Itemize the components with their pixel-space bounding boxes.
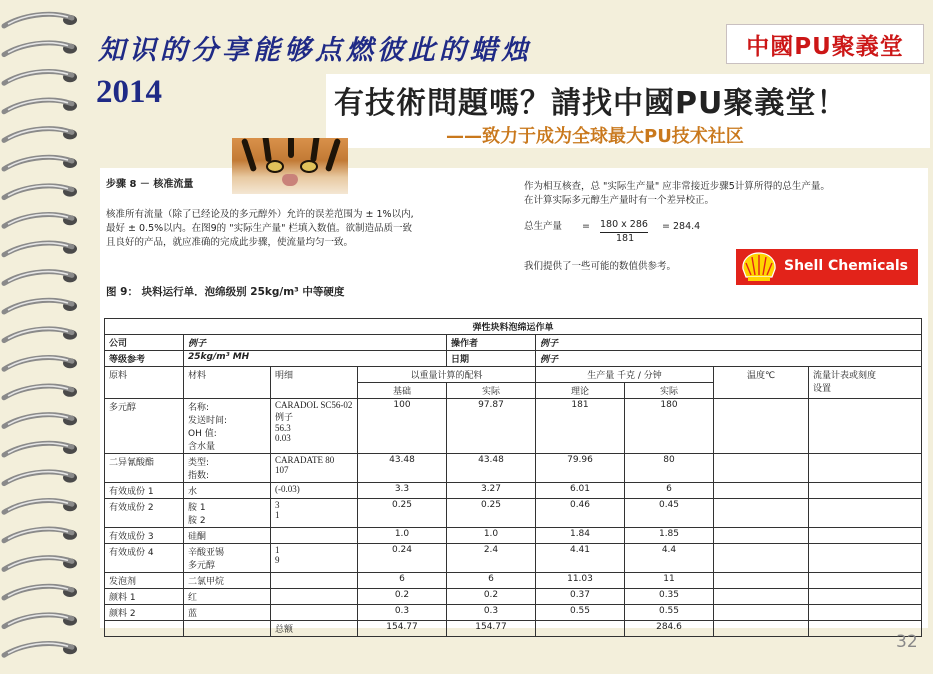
cell-meter [809, 528, 922, 544]
company-value: 例子 [184, 335, 447, 351]
cell-temp [714, 399, 809, 454]
cell-basic: 0.2 [358, 589, 447, 605]
cell-raw: 有效成份 4 [105, 544, 184, 573]
cell-actual: 2.4 [447, 544, 536, 573]
spiral-ring [4, 643, 77, 655]
cell-meter [809, 399, 922, 454]
cell-actual2: 11 [625, 573, 714, 589]
cell-detail: (-0.03) [271, 483, 358, 499]
spiral-ring [4, 558, 77, 570]
cell-actual: 97.87 [447, 399, 536, 454]
cell-detail [271, 605, 358, 621]
spiral-ring [4, 14, 77, 26]
header-meter-line2: 设置 [813, 384, 832, 394]
cell-material: 辛酸亚锡 多元醇 [184, 544, 271, 573]
banner-headline: 有技術問題嗎？請找中國PU聚義堂！ [334, 86, 848, 121]
cell-actual2: 4.4 [625, 544, 714, 573]
formula-numerator: 180 x 286 [600, 218, 648, 233]
cell-raw: 有效成份 2 [105, 499, 184, 528]
cell-theory: 79.96 [536, 454, 625, 483]
cell-actual2: 80 [625, 454, 714, 483]
spiral-ring [4, 586, 77, 598]
cell-actual2: 1.85 [625, 528, 714, 544]
shell-chemicals-logo [736, 249, 918, 285]
spiral-ring [4, 386, 77, 398]
spiral-ring [4, 71, 77, 83]
cell-theory: 0.37 [536, 589, 625, 605]
cell-material: 红 [184, 589, 271, 605]
total-label: 总额 [271, 621, 358, 637]
header-theory: 理论 [536, 383, 625, 399]
shell-text: Shell Chemicals [784, 258, 909, 274]
header-detail: 明细 [271, 367, 358, 399]
banner-tagline: ——致力于成为全球最大PU技术社区 [446, 126, 744, 147]
cell-actual2: 0.35 [625, 589, 714, 605]
cell-detail [271, 528, 358, 544]
cell-temp [714, 483, 809, 499]
header-temp: 温度℃ [714, 367, 809, 399]
header-actual: 实际 [447, 383, 536, 399]
left-para-3: 且良好的产品，就应准确的完成此步骤，使流量均匀一致。 [106, 237, 354, 248]
right-para-1: 作为相互核查，总 "实际生产量" 应非常接近步骤5计算所得的总生产量。 [524, 181, 830, 192]
cell-detail [271, 573, 358, 589]
table-title: 弹性块料泡绵运作单 [105, 319, 922, 335]
cell-detail: 1 9 [271, 544, 358, 573]
cell-material: 类型: 指数: [184, 454, 271, 483]
left-para-2: 最好 ± 0.5%以内。在图9的 "实际生产量" 栏填入数值。欲制造品质一致 [106, 223, 412, 234]
cell-actual2: 6 [625, 483, 714, 499]
spiral-ring [4, 529, 77, 541]
spiral-ring [4, 243, 77, 255]
table-row [105, 573, 922, 589]
spiral-binding [0, 0, 88, 674]
cell-temp [714, 499, 809, 528]
cell-detail: CARADOL SC56-02 例子 56.3 0.03 [271, 399, 358, 454]
cell-detail: 3 1 [271, 499, 358, 528]
table-row [105, 528, 922, 544]
cell-temp [714, 573, 809, 589]
grade-label: 等级参考 [105, 351, 184, 367]
cell-basic: 0.24 [358, 544, 447, 573]
cell-material: 蓝 [184, 605, 271, 621]
slide-year: 2014 [96, 74, 162, 110]
cell-meter [809, 499, 922, 528]
page-number: 32 [896, 632, 918, 652]
cell-actual: 0.25 [447, 499, 536, 528]
formula-denominator: 181 [616, 233, 635, 244]
cell-material: 二氯甲烷 [184, 573, 271, 589]
cell-detail [271, 589, 358, 605]
brand-logo [726, 24, 924, 64]
header-actual2: 实际 [625, 383, 714, 399]
step-title: 步骤 8 － 核准流量 [106, 179, 194, 190]
company-label: 公司 [105, 335, 184, 351]
cell-temp [714, 544, 809, 573]
header-output: 生产量 千克 / 分钟 [536, 367, 714, 383]
table-body [105, 399, 922, 621]
cell-raw: 多元醇 [105, 399, 184, 454]
cell-meter [809, 483, 922, 499]
cell-basic: 3.3 [358, 483, 447, 499]
cell-actual: 1.0 [447, 528, 536, 544]
formula-eq: = [582, 221, 590, 232]
cell-theory: 11.03 [536, 573, 625, 589]
document-scan [100, 168, 928, 635]
cell-actual: 3.27 [447, 483, 536, 499]
formula-label: 总生产量 [524, 221, 563, 232]
spiral-ring [4, 157, 77, 169]
cell-temp [714, 605, 809, 621]
spiral-ring [4, 272, 77, 284]
spiral-ring [4, 329, 77, 341]
grade-value: 25kg/m³ MH [184, 351, 447, 367]
total-empty-1 [105, 621, 184, 637]
spiral-ring [4, 43, 77, 55]
figure-caption: 图 9： 块料运行单．泡绵级别 25kg/m³ 中等硬度 [106, 286, 345, 298]
table-row [105, 544, 922, 573]
cell-actual: 43.48 [447, 454, 536, 483]
values-note: 我们提供了一些可能的数值供参考。 [524, 261, 677, 272]
table-row [105, 605, 922, 621]
total-temp [714, 621, 809, 637]
cell-basic: 100 [358, 399, 447, 454]
cell-raw: 发泡剂 [105, 573, 184, 589]
cell-temp [714, 454, 809, 483]
cell-theory: 0.55 [536, 605, 625, 621]
total-actual2: 284.6 [625, 621, 714, 637]
cell-raw: 颜料 2 [105, 605, 184, 621]
cell-material: 胺 1 胺 2 [184, 499, 271, 528]
cell-theory: 1.84 [536, 528, 625, 544]
cell-basic: 0.3 [358, 605, 447, 621]
spiral-ring [4, 129, 77, 141]
shell-emblem-icon [740, 251, 778, 283]
operator-label: 操作者 [447, 335, 536, 351]
total-theory [536, 621, 625, 637]
cell-raw: 有效成份 1 [105, 483, 184, 499]
spiral-ring [4, 186, 77, 198]
cell-meter [809, 573, 922, 589]
cell-actual: 6 [447, 573, 536, 589]
banner [326, 74, 930, 148]
right-para-2: 在计算实际多元醇生产量时有一个差异校正。 [524, 195, 715, 206]
spiral-ring [4, 443, 77, 455]
total-basic: 154.77 [358, 621, 447, 637]
cell-raw: 颜料 1 [105, 589, 184, 605]
table-row [105, 483, 922, 499]
cell-basic: 43.48 [358, 454, 447, 483]
cell-actual2: 0.55 [625, 605, 714, 621]
cell-theory: 181 [536, 399, 625, 454]
date-value: 例子 [536, 351, 922, 367]
cell-material: 水 [184, 483, 271, 499]
table-row [105, 454, 922, 483]
total-empty-2 [184, 621, 271, 637]
table-row [105, 499, 922, 528]
slide-title: 知识的分享能够点燃彼此的蜡烛 [98, 35, 532, 66]
cell-theory: 6.01 [536, 483, 625, 499]
cell-theory: 0.46 [536, 499, 625, 528]
header-material: 材料 [184, 367, 271, 399]
cell-raw: 有效成份 3 [105, 528, 184, 544]
cell-meter [809, 589, 922, 605]
cell-actual2: 0.45 [625, 499, 714, 528]
spiral-ring [4, 100, 77, 112]
cell-material: 名称: 发送时间: OH 值: 含水量 [184, 399, 271, 454]
header-basic: 基础 [358, 383, 447, 399]
total-actual: 154.77 [447, 621, 536, 637]
left-para-1: 核准所有流量（除了已经论及的多元醇外）允许的误差范围为 ± 1%以内, [106, 209, 414, 220]
cell-theory: 4.41 [536, 544, 625, 573]
cell-actual: 0.3 [447, 605, 536, 621]
cell-actual2: 180 [625, 399, 714, 454]
cell-temp [714, 528, 809, 544]
spiral-ring [4, 415, 77, 427]
spiral-ring [4, 214, 77, 226]
brand-logo-text: 中國PU聚義堂 [746, 33, 904, 60]
header-meter-line1: 流量计表或刻度 [813, 371, 877, 381]
cell-actual: 0.2 [447, 589, 536, 605]
cell-basic: 1.0 [358, 528, 447, 544]
spiral-ring [4, 615, 77, 627]
operator-value: 例子 [536, 335, 922, 351]
cell-meter [809, 544, 922, 573]
cell-raw: 二异氰酸酯 [105, 454, 184, 483]
cell-meter [809, 605, 922, 621]
date-label: 日期 [447, 351, 536, 367]
cell-basic: 0.25 [358, 499, 447, 528]
spiral-ring [4, 357, 77, 369]
table-row [105, 399, 922, 454]
cell-material: 硅酮 [184, 528, 271, 544]
spiral-ring [4, 300, 77, 312]
cell-basic: 6 [358, 573, 447, 589]
cell-temp [714, 589, 809, 605]
header-recipe: 以重量计算的配料 [358, 367, 536, 383]
header-meter [809, 367, 922, 399]
spiral-ring [4, 500, 77, 512]
tiger-image [232, 138, 348, 194]
cell-detail: CARADATE 80 107 [271, 454, 358, 483]
table-row [105, 589, 922, 605]
spiral-ring [4, 472, 77, 484]
formula-result: = 284.4 [662, 221, 701, 232]
header-raw: 原料 [105, 367, 184, 399]
run-sheet-table [104, 318, 922, 637]
cell-meter [809, 454, 922, 483]
